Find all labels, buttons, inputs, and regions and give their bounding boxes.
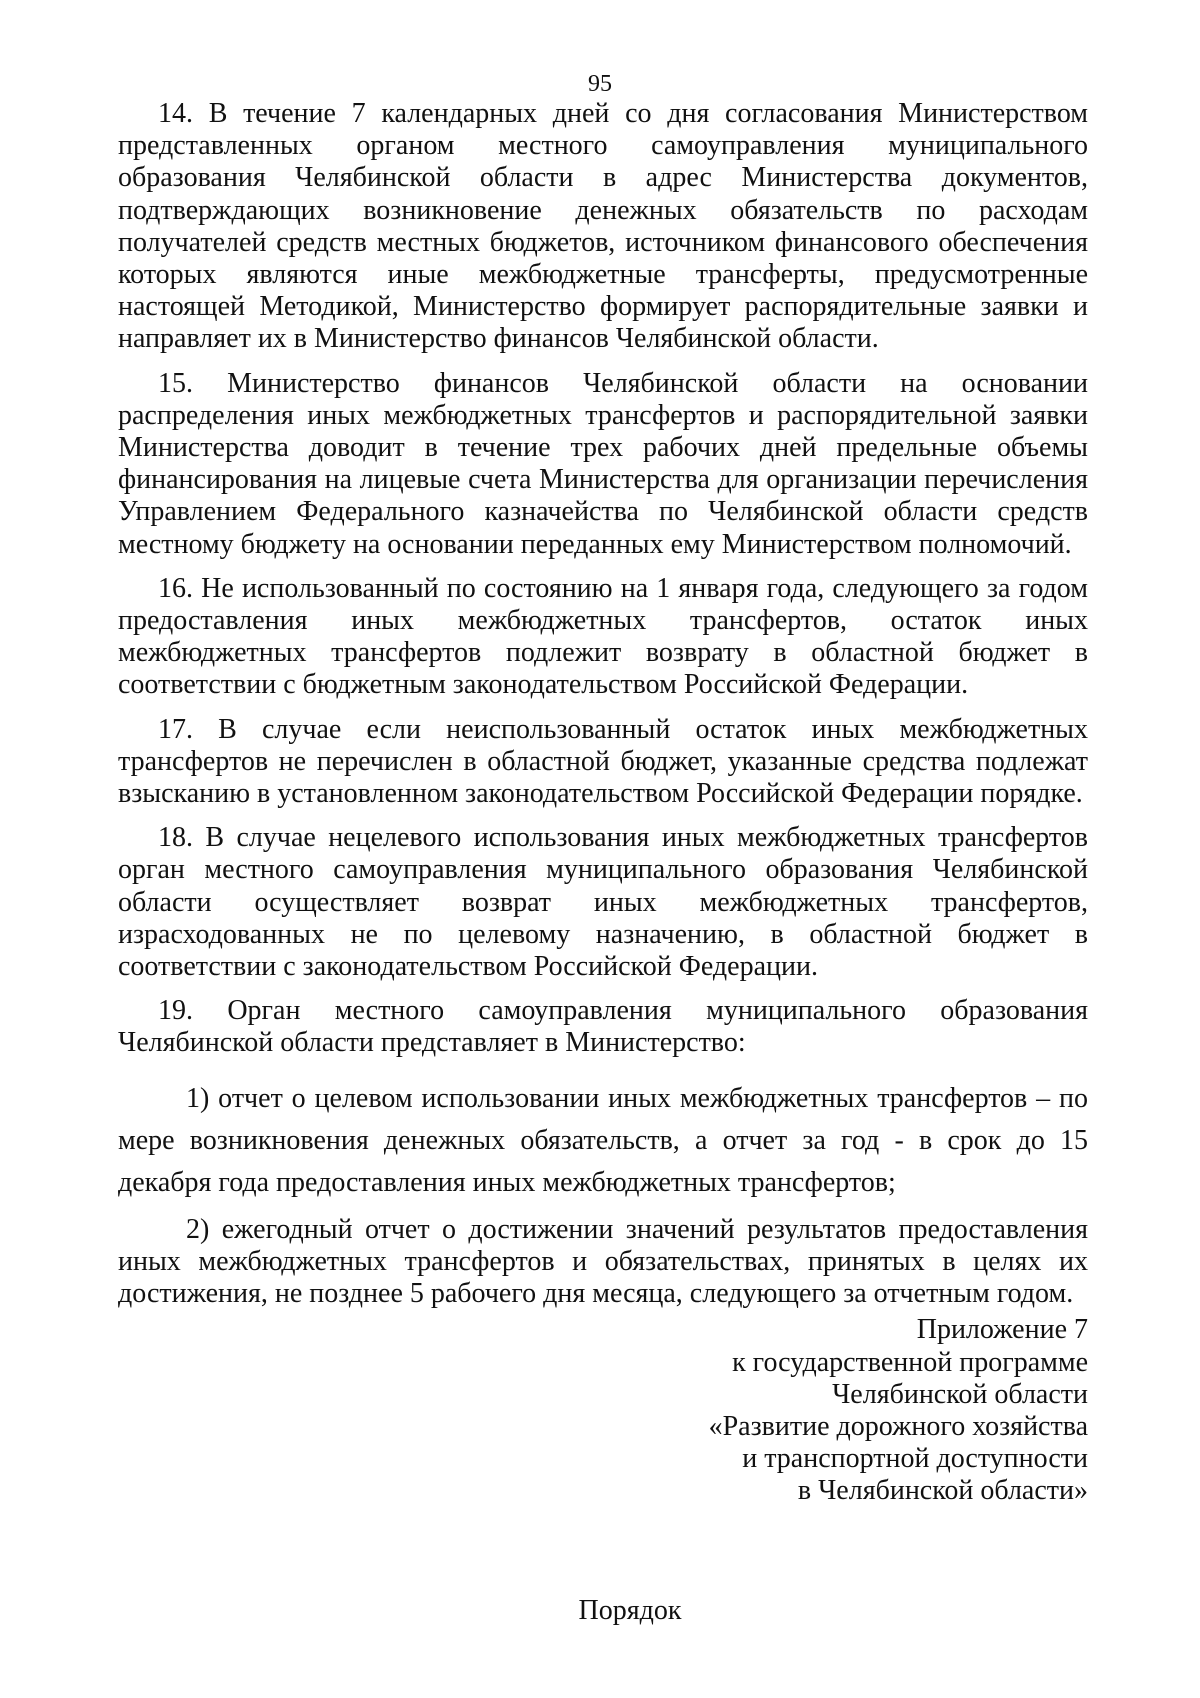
appendix-line: в Челябинской области» — [797, 1475, 1088, 1507]
paragraph-16: 16. Не использованный по состоянию на 1 января года, следующего за годом предоставления иных межбюджетных трансфертов, остаток иных межбюджетных трансфертов подлежит возврату в областной бюджет в соответствии с бюджетным законодательством Российской Федерации. — [118, 572, 1088, 701]
appendix-line: к государственной программе — [732, 1346, 1088, 1378]
subitem-1: 1) отчет о целевом использовании иных межбюджетных трансфертов – по мере возникновения денежных обязательств, а отчет за год - в срок до 15 декабря года предоставления иных межбюджетных трансфертов; — [118, 1082, 1088, 1198]
appendix-block — [118, 1314, 1088, 1507]
paragraph-18: 18. В случае нецелевого использования иных межбюджетных трансфертов орган местного самоуправления муниципального образования Челябинской области осуществляет возврат иных межбюджетных трансфертов, израсходованных не по целевому назначению, в областной бюджет в соответствии с законодательством Российской Федерации. — [118, 822, 1088, 983]
subitem-2: 2) ежегодный отчет о достижении значений результатов предоставления иных межбюджетных трансфертов и обязательствах, принятых в целях их достижения, не позднее 5 рабочего дня месяца, следующего за отчетным годом. — [118, 1213, 1088, 1310]
paragraph-15: 15. Министерство финансов Челябинской области на основании распределения иных межбюджетных трансфертов и распорядительной заявки Министерства доводит в течение трех рабочих дней предельные объемы финансирования на лицевые счета Министерства для организации перечисления Управлением Федерального казначейства по Челябинской области средств местному бюджету на основании переданных ему Министерством полномочий. — [118, 367, 1088, 560]
appendix-line: Челябинской области — [832, 1378, 1088, 1410]
page-number: 95 — [588, 71, 612, 97]
paragraph-19: 19. Орган местного самоуправления муниципального образования Челябинской области представляет в Министерство: — [118, 995, 1088, 1059]
section-title: Порядок — [578, 1595, 682, 1626]
paragraph-17: 17. В случае если неиспользованный остаток иных межбюджетных трансфертов не перечислен в областной бюджет, указанные средства подлежат взысканию в установленном законодательством Российской Федерации порядке. — [118, 713, 1088, 810]
appendix-line: и транспортной доступности — [742, 1443, 1088, 1475]
appendix-line: Приложение 7 — [916, 1314, 1088, 1346]
document-body — [118, 98, 1088, 1508]
paragraph-14: 14. В течение 7 календарных дней со дня согласования Министерством представленных органом местного самоуправления муниципального образования Челябинской области в адрес Министерства документов, подтверждающих возникновение денежных обязательств по расходам получателей средств местных бюджетов, источником финансового обеспечения которых являются иные межбюджетные трансферты, предусмотренные настоящей Методикой, Министерство формирует распорядительные заявки и направляет их в Министерство финансов Челябинской области. — [118, 98, 1088, 355]
appendix-line: «Развитие дорожного хозяйства — [708, 1410, 1088, 1442]
